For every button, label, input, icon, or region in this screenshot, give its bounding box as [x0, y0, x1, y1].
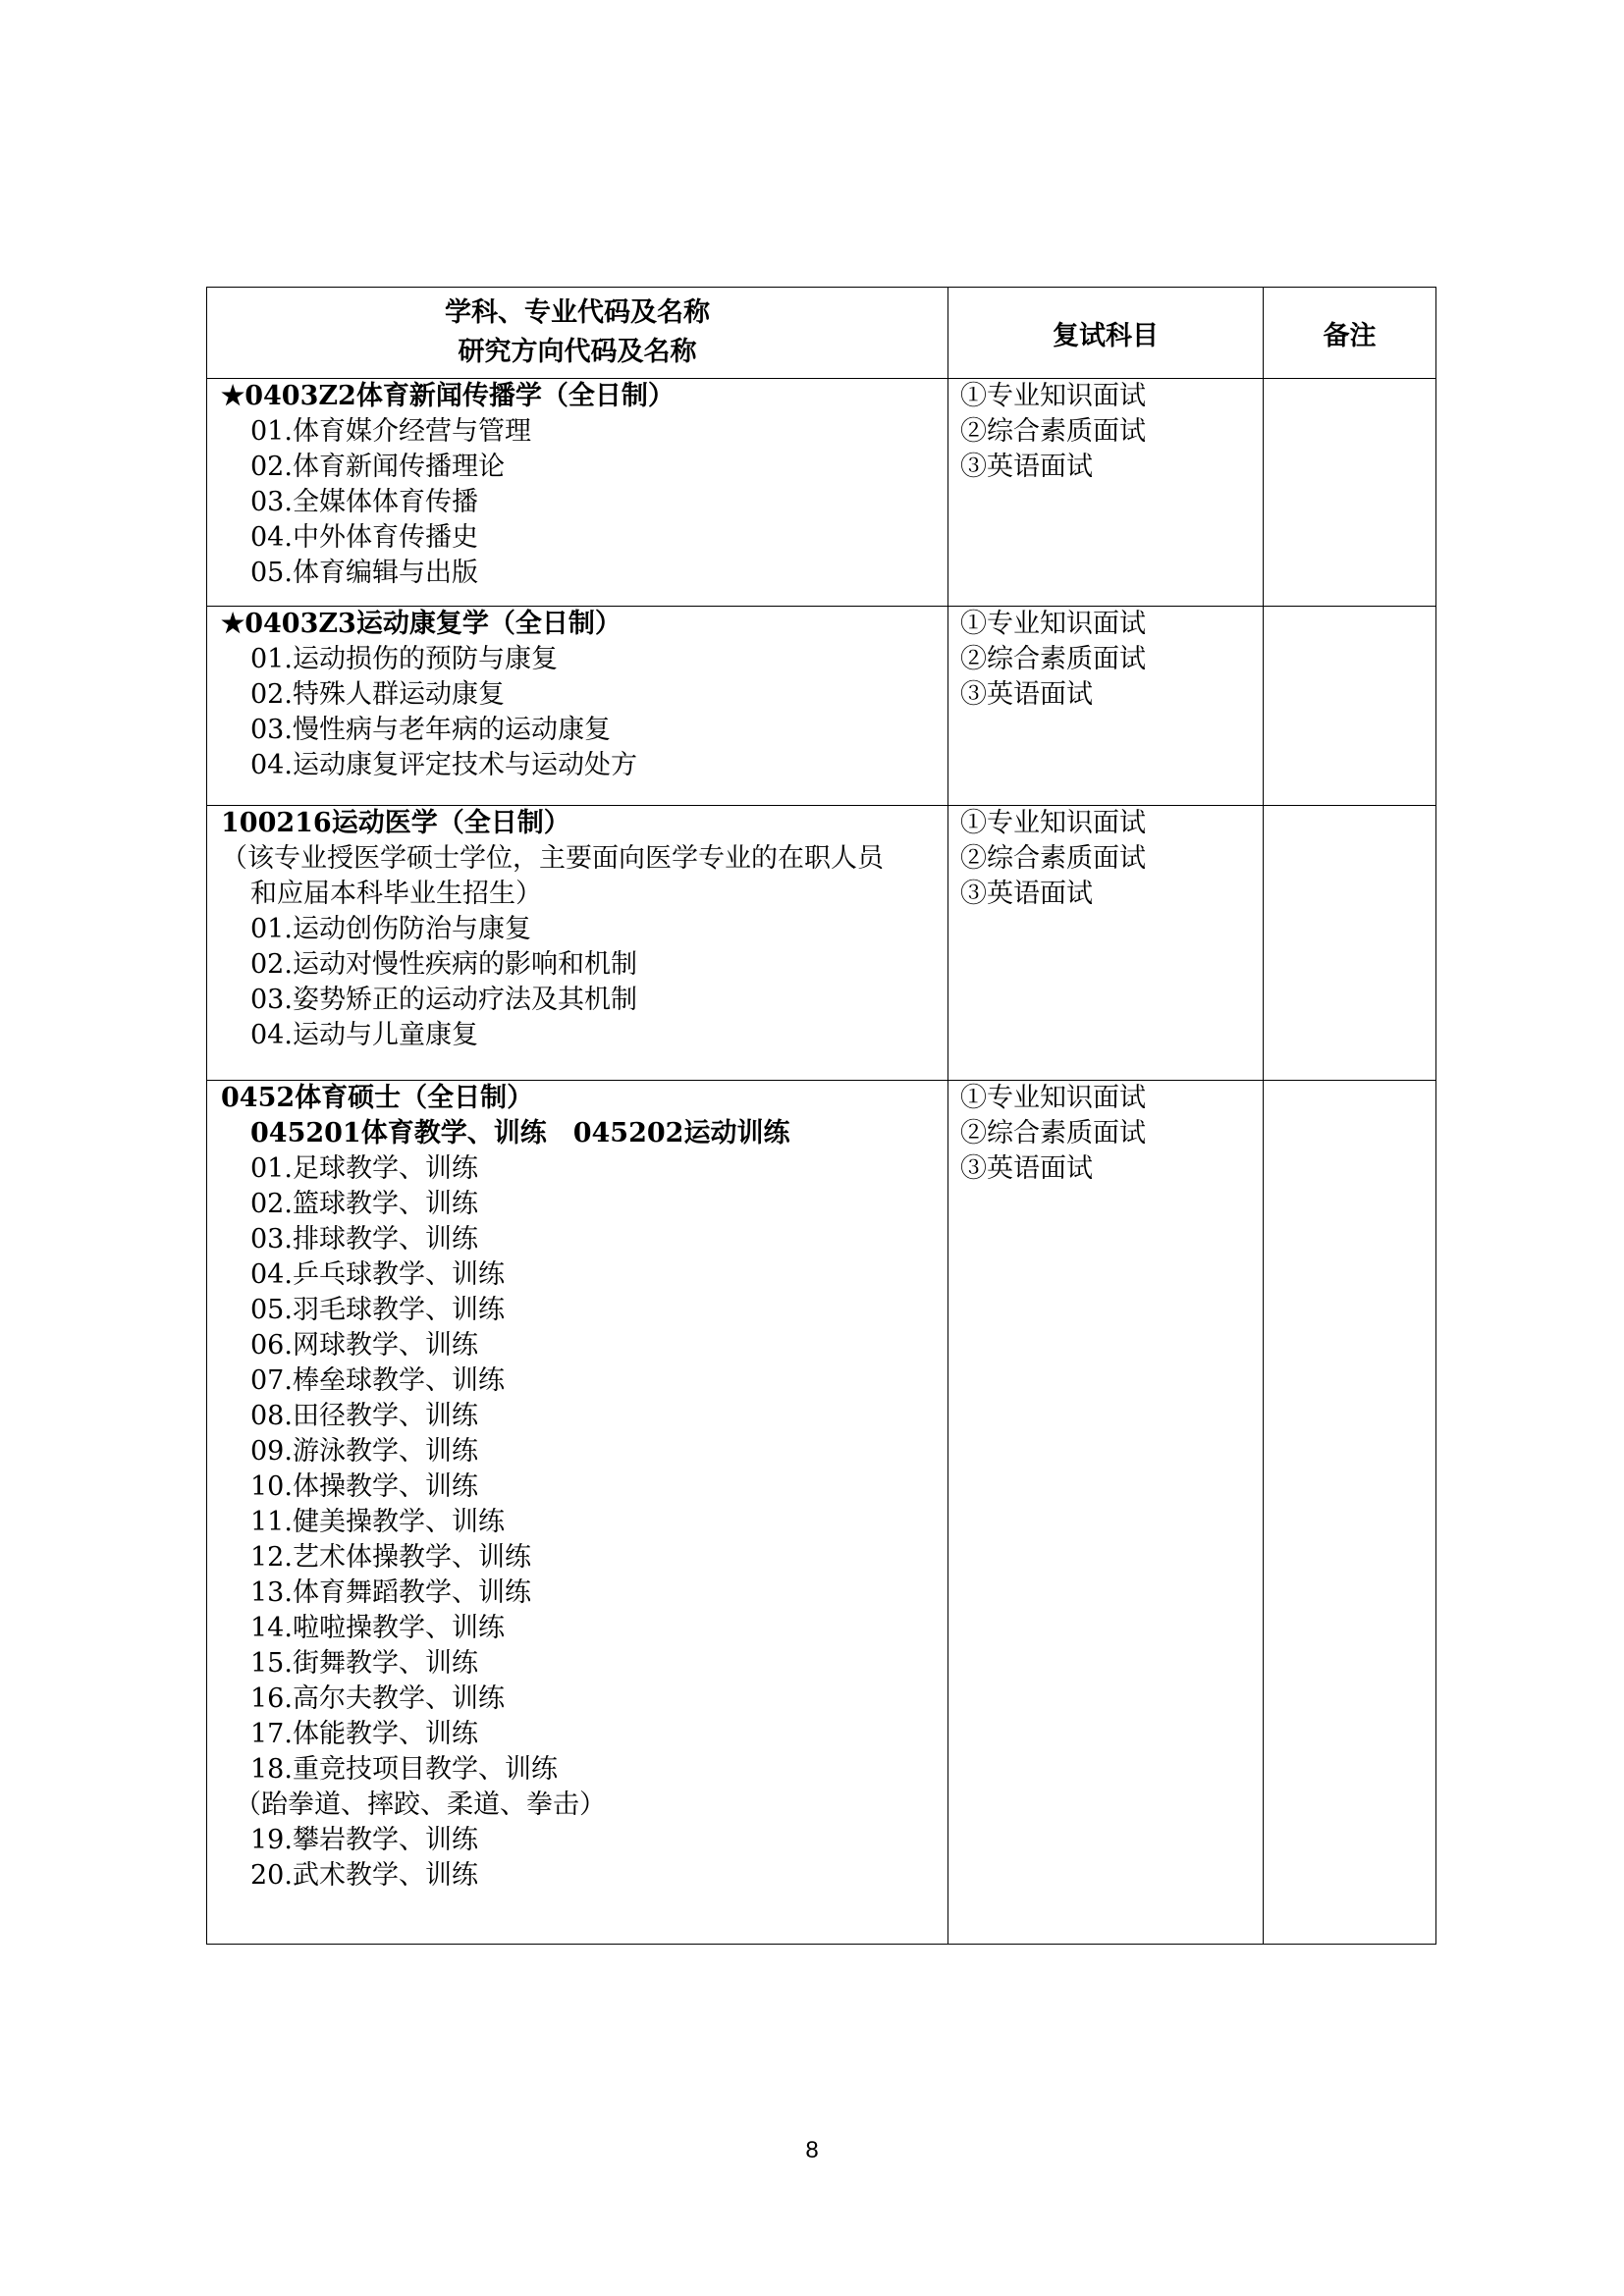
direction-item: 09.游泳教学、训练 [250, 1436, 478, 1467]
header-major-line1: 学科、专业代码及名称 [445, 297, 710, 328]
direction-item: 11.健美操教学、训练 [250, 1507, 505, 1537]
major-title: ★0403Z2体育新闻传播学（全日制） [221, 381, 675, 411]
exam-item: ②综合素质面试 [960, 416, 1146, 447]
exam-cell [948, 379, 1264, 607]
direction-item: 01.运动创伤防治与康复 [250, 914, 531, 944]
direction-item: 03.排球教学、训练 [250, 1224, 478, 1255]
exam-item: ③英语面试 [960, 1153, 1093, 1184]
table-header-row [207, 288, 1436, 379]
direction-item: 19.攀岩教学、训练 [250, 1825, 478, 1855]
direction-item: 04.乒乓球教学、训练 [250, 1259, 505, 1290]
direction-item: 20.武术教学、训练 [250, 1860, 478, 1891]
major-note: 和应届本科毕业生招生） [250, 879, 542, 909]
exam-item: ②综合素质面试 [960, 843, 1146, 874]
major-title: 100216运动医学（全日制） [221, 808, 570, 838]
exam-item: ③英语面试 [960, 679, 1093, 710]
direction-item: 02.体育新闻传播理论 [250, 452, 505, 482]
major-cell [207, 379, 948, 607]
exam-item: ②综合素质面试 [960, 1118, 1146, 1148]
exam-item: ③英语面试 [960, 879, 1093, 909]
direction-item: 06.网球教学、训练 [250, 1330, 478, 1361]
direction-item: 04.运动与儿童康复 [250, 1020, 478, 1050]
page-number: 8 [805, 2137, 819, 2163]
direction-item: 01.体育媒介经营与管理 [250, 416, 531, 447]
major-cell [207, 607, 948, 806]
header-major-line2: 研究方向代码及名称 [458, 337, 697, 367]
direction-item: 05.体育编辑与出版 [250, 558, 478, 588]
direction-item: 01.足球教学、训练 [250, 1153, 478, 1184]
direction-item: 16.高尔夫教学、训练 [250, 1683, 505, 1714]
table-row [207, 1081, 1436, 1945]
exam-item: ①专业知识面试 [960, 1083, 1146, 1113]
exam-item: ②综合素质面试 [960, 644, 1146, 674]
major-note: （该专业授医学硕士学位，主要面向医学专业的在职人员 [221, 843, 884, 874]
direction-item: 18.重竞技项目教学、训练 [250, 1754, 558, 1785]
exam-item: ①专业知识面试 [960, 609, 1146, 639]
remark-cell [1264, 607, 1436, 806]
major-title: ★0403Z3运动康复学（全日制） [221, 609, 622, 639]
direction-item: 07.棒垒球教学、训练 [250, 1365, 505, 1396]
direction-item: 03.慢性病与老年病的运动康复 [250, 715, 611, 745]
major-subtitle: 045201体育教学、训练 045202运动训练 [250, 1118, 790, 1148]
table-row [207, 379, 1436, 607]
exam-cell [948, 806, 1264, 1081]
exam-cell [948, 607, 1264, 806]
header-exam: 复试科目 [948, 288, 1264, 379]
exam-item: ①专业知识面试 [960, 381, 1146, 411]
direction-item: 02.特殊人群运动康复 [250, 679, 505, 710]
direction-item: 14.啦啦操教学、训练 [250, 1613, 505, 1643]
header-major [207, 288, 948, 379]
exam-item: ③英语面试 [960, 452, 1093, 482]
direction-item: 13.体育舞蹈教学、训练 [250, 1577, 531, 1608]
direction-note: （跆拳道、摔跤、柔道、拳击） [235, 1789, 606, 1820]
direction-item: 03.姿势矫正的运动疗法及其机制 [250, 985, 637, 1015]
remark-cell [1264, 379, 1436, 607]
direction-item: 10.体操教学、训练 [250, 1471, 478, 1502]
direction-item: 02.运动对慢性疾病的影响和机制 [250, 949, 637, 980]
direction-item: 17.体能教学、训练 [250, 1719, 478, 1749]
direction-item: 04.中外体育传播史 [250, 522, 478, 553]
direction-item: 05.羽毛球教学、训练 [250, 1295, 505, 1325]
remark-cell [1264, 1081, 1436, 1945]
header-remark: 备注 [1264, 288, 1436, 379]
major-cell [207, 806, 948, 1081]
remark-cell [1264, 806, 1436, 1081]
direction-item: 04.运动康复评定技术与运动处方 [250, 750, 637, 780]
major-title: 0452体育硕士（全日制） [221, 1083, 534, 1113]
exam-item: ①专业知识面试 [960, 808, 1146, 838]
direction-item: 03.全媒体体育传播 [250, 487, 478, 517]
direction-item: 15.街舞教学、训练 [250, 1648, 478, 1679]
table-row [207, 607, 1436, 806]
direction-item: 12.艺术体操教学、训练 [250, 1542, 531, 1573]
major-cell [207, 1081, 948, 1945]
direction-item: 08.田径教学、训练 [250, 1401, 478, 1431]
direction-item: 02.篮球教学、训练 [250, 1189, 478, 1219]
table-row [207, 806, 1436, 1081]
exam-cell [948, 1081, 1264, 1945]
direction-item: 01.运动损伤的预防与康复 [250, 644, 558, 674]
admission-table [206, 287, 1436, 1945]
